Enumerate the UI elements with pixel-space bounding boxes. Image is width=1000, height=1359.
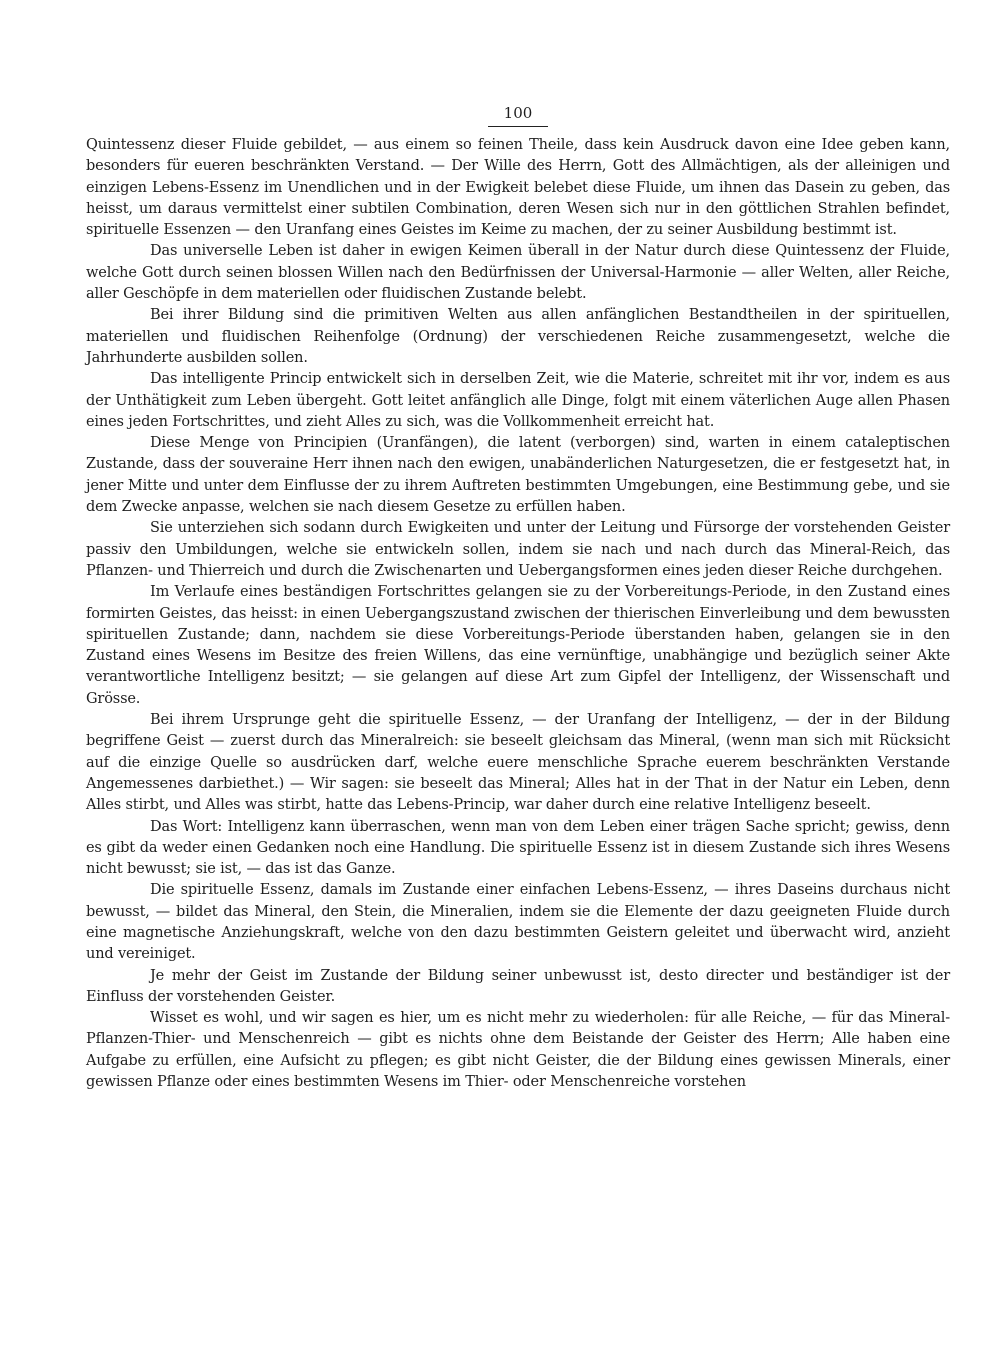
paragraph-7: Im Verlaufe eines beständigen Fortschrittes gelangen sie zu der Vorbereitungs-Periode, in den Zustand eines formirten Geistes, das heisst: in einen Uebergangszustand zwischen der thierischen Einverleibung und dem bewussten spirituellen Zustande; dann, nachdem sie diese Vorbereitungs-Periode überstanden haben, gelangen sie in den Zustand eines Wesens im Besitze des freien Willens, das eine vernünftige, unabhängige und bezüglich seiner Akte verantwortliche Intelligenz besitzt; — sie gelangen auf diese Art zum Gipfel der Intelligenz, der Wissenschaft und Grösse. — [86, 584, 950, 707]
document-page — [86, 103, 950, 1093]
page-number: 100 — [488, 103, 548, 127]
paragraph-12: Wisset es wohl, und wir sagen es hier, um es nicht mehr zu wiederholen: für alle Reiche, — für das Mineral-Pflanzen-Thier- und Menschenreich — gibt es nichts ohne dem Beistande der Geister des Herrn; Alle haben eine Aufgabe zu erfüllen, eine Aufsicht zu pflegen; es gibt nicht Geister, die der Bildung eines gewissen Minerals, einer gewissen Pflanze oder eines bestimmten Wesens im Thier- oder Menschenreiche vorstehen — [86, 1010, 950, 1091]
paragraph-3: Bei ihrer Bildung sind die primitiven Welten aus allen anfänglichen Bestandtheilen in der spirituellen, materiellen und fluidischen Reihenfolge (Ordnung) der verschiedenen Reiche zusammengesetzt, welche die Jahrhunderte ausbilden sollen. — [86, 307, 950, 366]
paragraph-8: Bei ihrem Ursprunge geht die spirituelle Essenz, — der Uranfang der Intelligenz, — der in der Bildung begriffene Geist — zuerst durch das Mineralreich: sie beseelt gleichsam das Mineral, (wenn man sich mit Rücksicht auf die einzige Quelle so ausdrücken darf, welche euere menschliche Sprache euerem beschränkten Verstande Angemessenes darbiethet.) — Wir sagen: sie beseelt das Mineral; Alles hat in der That in der Natur ein Leben, denn Alles stirbt, und Alles was stirbt, hatte das Lebens-Princip, war daher durch eine relative Intelligenz beseelt. — [86, 712, 950, 814]
paragraph-6: Sie unterziehen sich sodann durch Ewigkeiten und unter der Leitung und Fürsorge der vorstehenden Geister passiv den Umbildungen, welche sie entwickeln sollen, indem sie nach und nach durch das Mineral-Reich, das Pflanzen- und Thierreich und durch die Zwischenarten und Uebergangsformen eines jeden dieser Reiche durchgehen. — [86, 520, 950, 579]
paragraph-2: Das universelle Leben ist daher in ewigen Keimen überall in der Natur durch diese Quintessenz der Fluide, welche Gott durch seinen blossen Willen nach den Bedürfnissen der Universal-Harmonie — aller Welten, aller Reiche, aller Geschöpfe in dem materiellen oder fluidischen Zustande belebt. — [86, 243, 950, 303]
paragraph-9: Das Wort: Intelligenz kann überraschen, wenn man von dem Leben einer trägen Sache spricht; gewiss, denn es gibt da weder einen Gedanken noch eine Handlung. Die spirituelle Essenz ist in diesem Zustande sich ihres Wesens nicht bewusst; sie ist, — das ist das Ganze. — [86, 818, 950, 878]
paragraph-10: Die spirituelle Essenz, damals im Zustande einer einfachen Lebens-Essenz, — ihres Daseins durchaus nicht bewusst, — bildet das Mineral, den Stein, die Mineralien, indem sie die Elemente der dazu geeigneten Fluide durch eine magnetische Anziehungskraft, welche von den dazu bestimmten Geistern geleitet und überwacht wird, anzieht und vereiniget. — [86, 882, 950, 963]
paragraph-5: Diese Menge von Principien (Uranfängen), die latent (verborgen) sind, warten in einem cataleptischen Zustande, dass der souveraine Herr ihnen nach den ewigen, unabänderlichen Naturgesetzen, die er festgesetzt hat, in jener Mitte und unter dem Einflusse der zu ihrem Auftreten bestimmten Umgebungen, eine Bestimmung gebe, und sie dem Zwecke anpasse, welchen sie nach diesem Gesetze zu erfüllen haben. — [86, 435, 950, 516]
paragraph-1: Quintessenz dieser Fluide gebildet, — aus einem so feinen Theile, dass kein Ausdruck davon eine Idee geben kann, besonders für eueren beschränkten Verstand. — Der Wille des Herrn, Gott des Allmächtigen, als der alleinigen und einzigen Lebens-Essenz im Unendlichen und in der Ewigkeit belebet diese Fluide, um ihnen das Dasein zu geben, das heisst, um daraus vermittelst einer subtilen Combination, deren Wesen sich nur in den göttlichen Strahlen befindet, spirituelle Essenzen — den Uranfang eines Geistes im Keime zu machen, der zu seiner Ausbildung bestimmt ist. — [86, 137, 950, 239]
paragraph-11: Je mehr der Geist im Zustande der Bildung seiner unbewusst ist, desto directer und beständiger ist der Einfluss der vorstehenden Geister. — [86, 967, 950, 1005]
paragraph-4: Das intelligente Princip entwickelt sich in derselben Zeit, wie die Materie, schreitet mit ihr vor, indem es aus der Unthätigkeit zum Leben übergeht. Gott leitet anfänglich alle Dinge, folgt mit einem väterlichen Auge allen Phasen eines jeden Fortschrittes, und zieht Alles zu sich, was die Vollkommenheit erreicht hat. — [86, 371, 950, 430]
